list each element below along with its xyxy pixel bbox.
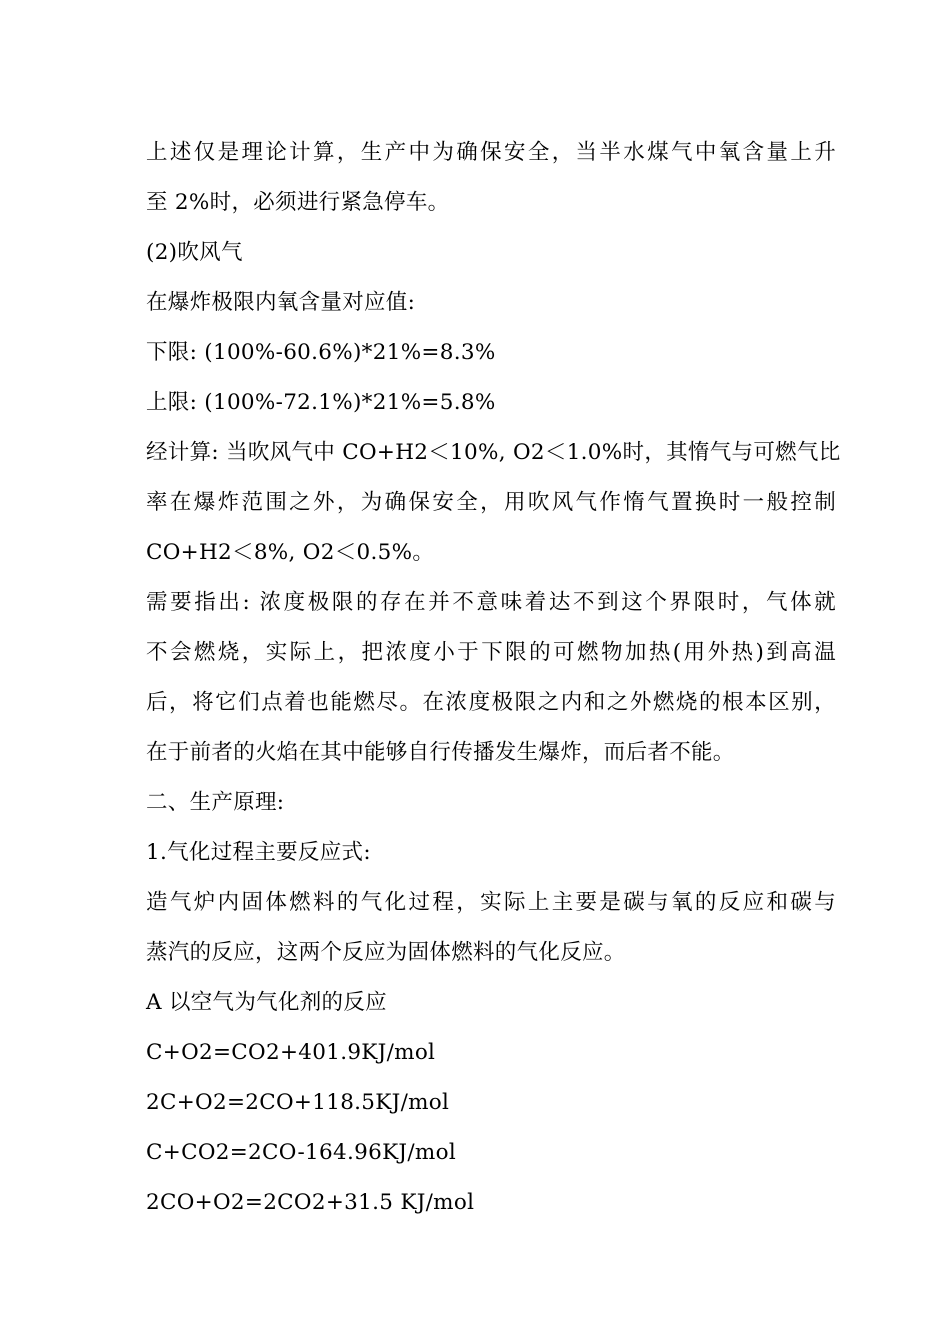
reaction-equation-2: 2C+O2=2CO+118.5KJ/mol	[146, 1090, 450, 1115]
reaction-equation-1: C+O2=CO2+401.9KJ/mol	[146, 1040, 436, 1065]
text-line-17: 蒸汽的反应，这两个反应为固体燃料的气化反应。	[146, 940, 626, 965]
text-line-1: 上述仅是理论计算，生产中为确保安全，当半水煤气中氧含量上升	[146, 140, 836, 165]
subsection-heading-air-agent: A 以空气为气化剂的反应	[146, 990, 387, 1015]
subsection-heading-reactions: 1.气化过程主要反应式:	[146, 840, 371, 865]
text-line-9: CO+H2＜8%, O2＜0.5%。	[146, 540, 435, 565]
text-line-4: 在爆炸极限内氧含量对应值:	[146, 290, 416, 315]
text-line-8: 率在爆炸范围之外，为确保安全，用吹风气作惰气置换时一般控制	[146, 490, 836, 515]
section-heading-blow-gas: (2)吹风气	[146, 240, 243, 265]
text-line-10: 需要指出: 浓度极限的存在并不意味着达不到这个界限时，气体就	[146, 590, 836, 615]
formula-upper-limit: 上限: (100%-72.1%)*21%=5.8%	[146, 390, 496, 415]
reaction-equation-3: C+CO2=2CO-164.96KJ/mol	[146, 1140, 457, 1165]
text-line-11: 不会燃烧，实际上，把浓度小于下限的可燃物加热(用外热)到高温	[146, 640, 836, 665]
text-line-13: 在于前者的火焰在其中能够自行传播发生爆炸，而后者不能。	[146, 740, 735, 765]
reaction-equation-4: 2CO+O2=2CO2+31.5 KJ/mol	[146, 1190, 475, 1215]
text-line-16: 造气炉内固体燃料的气化过程，实际上主要是碳与氧的反应和碳与	[146, 890, 836, 915]
formula-lower-limit: 下限: (100%-60.6%)*21%=8.3%	[146, 340, 496, 365]
section-heading-production-principle: 二、生产原理:	[146, 790, 285, 815]
text-line-12: 后，将它们点着也能燃尽。在浓度极限之内和之外燃烧的根本区别，	[146, 690, 836, 715]
text-line-2: 至 2%时，必须进行紧急停车。	[146, 190, 450, 215]
text-line-7: 经计算: 当吹风气中 CO+H2＜10%, O2＜1.0%时，其惰气与可燃气比	[146, 440, 841, 465]
